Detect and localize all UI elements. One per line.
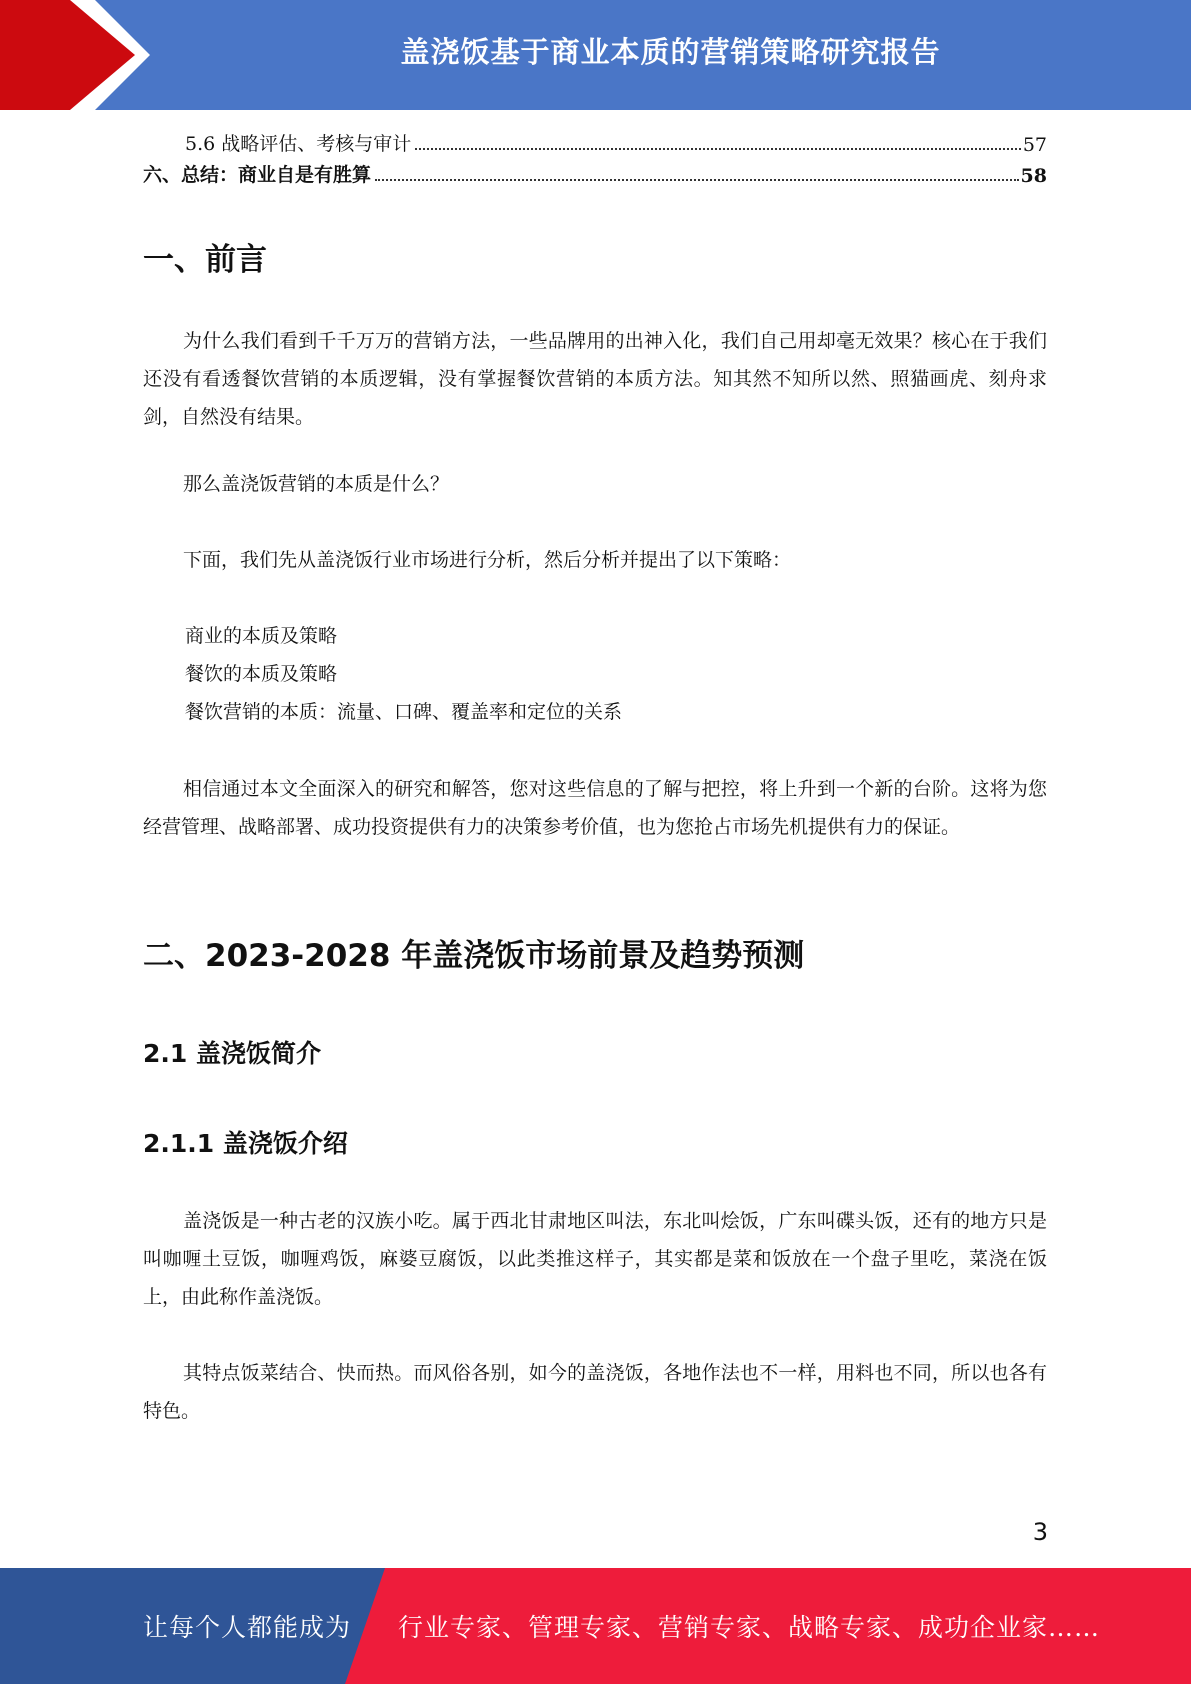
toc-entry-label: 六、总结：商业自是有胜算 <box>143 164 372 186</box>
section-heading-market-outlook: 二、2023-2028 年盖浇饭市场前景及趋势预测 <box>143 938 805 974</box>
paragraph: 那么盖浇饭营销的本质是什么？ <box>183 473 450 495</box>
page-number: 3 <box>1032 1518 1048 1546</box>
strategy-list-item: 餐饮营销的本质：流量、口碑、覆盖率和定位的关系 <box>185 701 623 723</box>
toc-entry-page: 57 <box>1022 134 1047 156</box>
subsubsection-heading: 2.1.1 盖浇饭介绍 <box>143 1129 348 1158</box>
paragraph: 为什么我们看到千千万万的营销方法，一些品牌用的出神入化，我们自己用却毫无效果？核心在于我们还没有看透餐饮营销的本质逻辑，没有掌握餐饮营销的本质方法。知其然不知所以然、照猫画虎、刻舟求剑，自然没有结果。 <box>143 330 1047 428</box>
toc-entry-page: 58 <box>1020 165 1047 187</box>
toc-leader <box>375 179 1019 181</box>
toc-leader <box>415 148 1021 150</box>
report-title: 盖浇饭基于商业本质的营销策略研究报告 <box>400 34 941 69</box>
footer-slogan-left: 让每个人都能成为 <box>143 1613 352 1642</box>
paragraph: 下面，我们先从盖浇饭行业市场进行分析，然后分析并提出了以下策略： <box>183 549 792 571</box>
footer-slogan-right: 行业专家、管理专家、营销专家、战略专家、成功企业家…… <box>398 1613 1101 1642</box>
toc-entry-label: 5.6 战略评估、考核与审计 <box>185 133 412 155</box>
header-band <box>0 0 1191 110</box>
paragraph: 盖浇饭是一种古老的汉族小吃。属于西北甘肃地区叫法，东北叫烩饭，广东叫碟头饭，还有的地方只是叫咖喱土豆饭，咖喱鸡饭，麻婆豆腐饭，以此类推这样子，其实都是菜和饭放在一个盘子里吃，菜浇在饭上，由此称作盖浇饭。 <box>143 1210 1047 1308</box>
paragraph: 相信通过本文全面深入的研究和解答，您对这些信息的了解与把控，将上升到一个新的台阶。这将为您经营管理、战略部署、成功投资提供有力的决策参考价值，也为您抢占市场先机提供有力的保证。 <box>143 778 1047 838</box>
toc-entry[interactable] <box>143 159 1047 187</box>
toc-entry[interactable] <box>185 128 1047 156</box>
section-heading-preface: 一、前言 <box>143 242 267 278</box>
strategy-list-item: 餐饮的本质及策略 <box>185 663 338 685</box>
footer-band <box>0 1568 1191 1684</box>
subsection-heading: 2.1 盖浇饭简介 <box>143 1039 321 1068</box>
strategy-list-item: 商业的本质及策略 <box>185 625 338 647</box>
paragraph: 其特点饭菜结合、快而热。而风俗各别，如今的盖浇饭，各地作法也不一样，用料也不同，所以也各有特色。 <box>143 1362 1047 1422</box>
